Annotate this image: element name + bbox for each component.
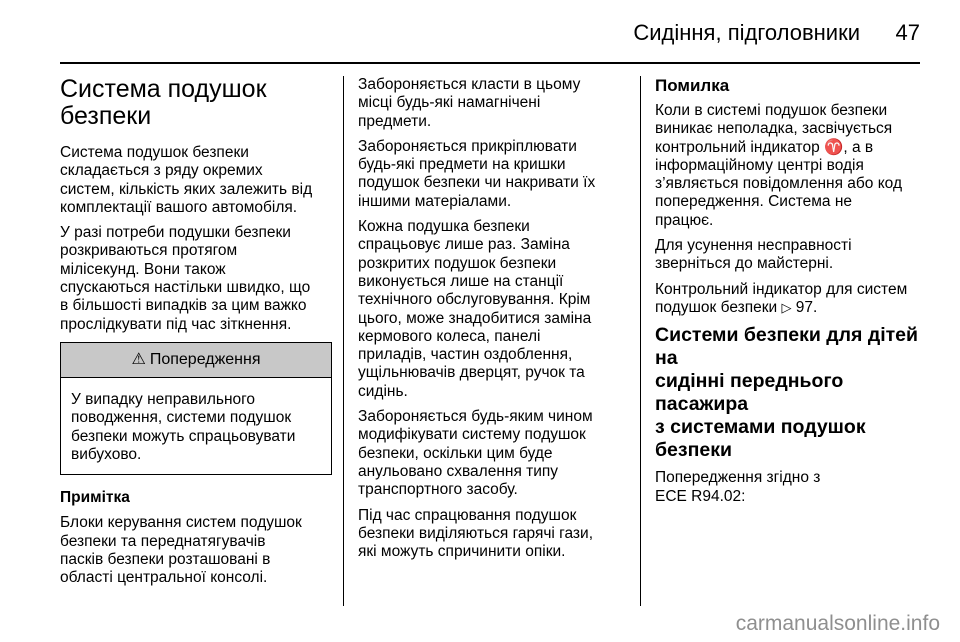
column-1	[60, 76, 332, 595]
page-reference-arrow-icon: ▷	[781, 299, 792, 315]
warning-header	[61, 343, 331, 378]
column-3	[655, 76, 927, 513]
indicator-reference-paragraph	[655, 281, 927, 318]
child-restraint-title: Системи безпеки для дітей на сидінні переднього пасажира з системами подушок безпеки	[655, 324, 918, 462]
warning-label: Попередження	[149, 350, 261, 368]
modification-paragraph: Забороняється будь-яким чином модифікувати систему подушок безпеки, оскільки цим буде анульовано схвалення типу транспортного засобу.	[358, 408, 593, 499]
error-paragraph	[655, 102, 927, 230]
section-title: Система подушок безпеки	[60, 75, 267, 130]
warning-box	[60, 342, 332, 475]
watermark: carmanualsonline.info	[735, 612, 940, 635]
note-text: Блоки керування систем подушок безпеки та переднатягувачів пасків безпеки розташовані в області центральної консолі.	[60, 514, 302, 587]
error-text-end: , а в інформаційному центрі водія з’являється повідомлення або код попередження. Система не працює.	[655, 138, 902, 229]
error-title: Помилка	[655, 76, 730, 95]
magnetic-objects-paragraph: Забороняється класти в цьому місці будь-які намагнічені предмети.	[358, 76, 581, 130]
airbag-indicator-icon: ♈	[824, 138, 844, 156]
workshop-paragraph: Для усунення несправності зверніться до майстерні.	[655, 237, 852, 273]
note-title: Примітка	[60, 489, 130, 507]
column-divider-left	[343, 76, 344, 606]
warning-text: У випадку неправильного поводження, системи подушок безпеки можуть спрацьовувати вибухово.	[71, 390, 296, 463]
page-number: 47	[895, 20, 920, 45]
page-reference-link[interactable]: 97.	[791, 298, 818, 316]
covers-paragraph: Забороняється прикріплювати будь-які предмети на кришки подушок безпеки чи накривати їх іншими матеріалами.	[358, 137, 596, 210]
error-text-start: Коли в системі подушок безпеки виникає неполадка, засвічується контрольний індикатор	[655, 102, 893, 156]
intro-paragraph: Система подушок безпеки складається з ряду окремих систем, кількість яких залежить від комплектації вашого автомобіля.	[60, 144, 313, 216]
indicator-reference-text: Контрольний індикатор для систем подушок безпеки	[655, 280, 908, 316]
warning-triangle-icon: ⚠	[131, 350, 146, 368]
child-restraint-text: Попередження згідно з ECE R94.02:	[655, 469, 821, 505]
replacement-paragraph: Кожна подушка безпеки спрацьовує лише раз. Заміна розкритих подушок безпеки виконується лише на станції технічного обслуговування. Крім цього, може знадобитися заміна кермового колеса, панелі приладів, частин оздоблення, ущільнювачів дверцят, ручок та сидінь.	[358, 218, 592, 400]
page-header-title: Сидіння, підголовники	[633, 20, 860, 45]
header-rule	[60, 62, 920, 64]
hot-gases-paragraph: Під час спрацювання подушок безпеки виділяються гарячі гази, які можуть спричинити опіки.	[358, 506, 594, 561]
column-divider-right	[640, 76, 641, 606]
column-2	[358, 76, 630, 568]
deploy-paragraph: У разі потреби подушки безпеки розкриваються протягом мілісекунд. Вони також спускаються настільки швидко, що в більшості випадків за цим важко прослідкувати під час зіткнення.	[60, 224, 311, 333]
